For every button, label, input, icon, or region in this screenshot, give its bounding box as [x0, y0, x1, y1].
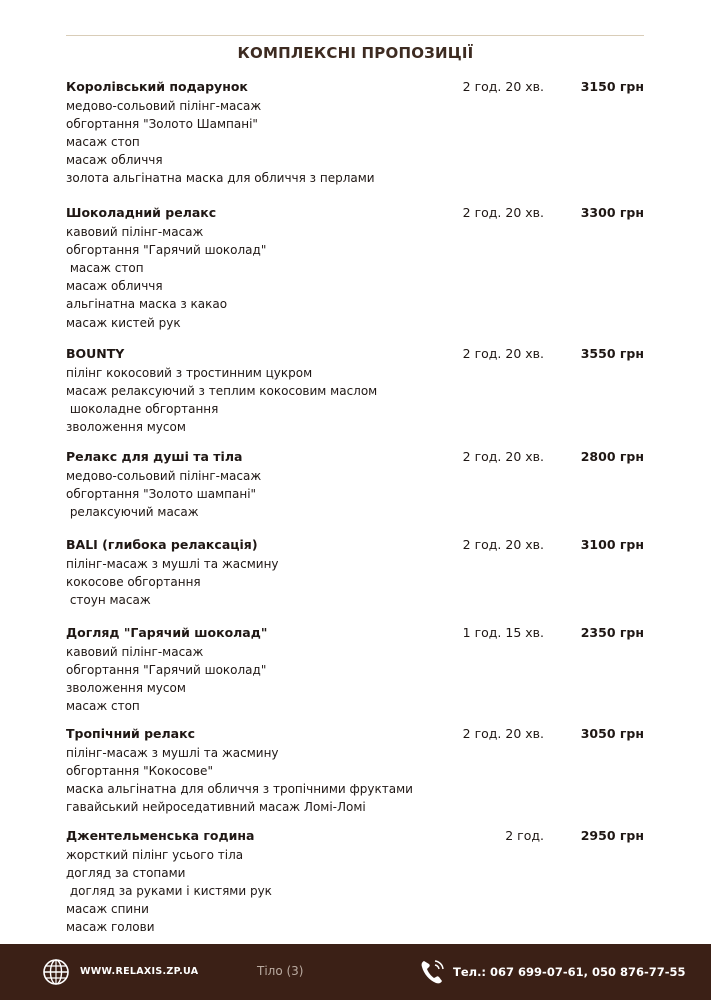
service-item: обгортання "Гарячий шоколад": [66, 242, 267, 257]
service-item: масаж обличчя: [66, 279, 163, 294]
contact-phones[interactable]: Тел.: 067 699-07-61, 050 876-77-55: [453, 965, 686, 979]
package-item: [66, 725, 644, 816]
service-item: обгортання "Кокосове": [66, 763, 213, 778]
package-duration: 2 год. 20 хв.: [462, 537, 544, 552]
service-item: медово-сольовий пілінг-масаж: [66, 468, 262, 483]
package-price: 3150 грн: [580, 79, 644, 94]
service-item: обгортання "Гарячий шоколад": [66, 662, 267, 677]
service-item: масаж релаксуючий з теплим кокосовим маслом: [66, 383, 378, 398]
service-item: масаж кистей рук: [66, 315, 181, 330]
service-item: догляд за руками і кистями рук: [66, 883, 272, 898]
package-price: 2800 грн: [580, 449, 644, 464]
service-item: медово-сольовий пілінг-масаж: [66, 98, 262, 113]
phone-icon: [418, 957, 446, 987]
package-name: BALI (глибока релаксація): [66, 537, 258, 552]
service-item: пілінг кокосовий з тростинним цукром: [66, 365, 313, 380]
service-item: масаж голови: [66, 920, 155, 935]
page-title: КОМПЛЕКСНІ ПРОПОЗИЦІЇ: [237, 44, 474, 62]
package-name: Джентельменська година: [66, 828, 255, 843]
package-duration: 2 год.: [505, 828, 544, 843]
package-services: [66, 97, 644, 188]
service-item: кокосове обгортання: [66, 574, 201, 589]
package-name: Шоколадний релакс: [66, 205, 217, 220]
package-services: [66, 467, 644, 522]
package-duration: 2 год. 20 хв.: [462, 449, 544, 464]
service-item: зволоження мусом: [66, 420, 186, 435]
package-item: [66, 624, 644, 715]
package-price: 2950 грн: [580, 828, 644, 843]
package-name: Королівський подарунок: [66, 79, 248, 94]
service-item: кавовий пілінг-масаж: [66, 224, 204, 239]
service-item: пілінг-масаж з мушлі та жасмину: [66, 745, 279, 760]
package-price: 3550 грн: [580, 346, 644, 361]
service-item: кавовий пілінг-масаж: [66, 644, 204, 659]
package-item: [66, 448, 644, 521]
package-item: [66, 827, 644, 937]
package-duration: 2 год. 20 хв.: [462, 205, 544, 220]
service-item: догляд за стопами: [66, 865, 186, 880]
package-name: Тропічний релакс: [66, 726, 195, 741]
service-item: масаж обличчя: [66, 153, 163, 168]
package-duration: 2 год. 20 хв.: [462, 346, 544, 361]
website-link[interactable]: WWW.RELAXIS.ZP.UA: [80, 966, 199, 977]
service-item: зволоження мусом: [66, 680, 186, 695]
package-services: [66, 223, 644, 332]
service-item: гавайський нейроседативний масаж Ломі-Ломі: [66, 800, 366, 815]
service-item: масаж стоп: [66, 260, 144, 275]
package-duration: 2 год. 20 хв.: [462, 79, 544, 94]
package-price: 3050 грн: [580, 726, 644, 741]
package-item: [66, 78, 644, 188]
service-item: обгортання "Золото Шампані": [66, 116, 258, 131]
package-item: [66, 345, 644, 436]
package-duration: 2 год. 20 хв.: [462, 726, 544, 741]
package-price: 3300 грн: [580, 205, 644, 220]
service-item: обгортання "Золото шампані": [66, 486, 257, 501]
service-item: шоколадне обгортання: [66, 401, 219, 416]
package-duration: 1 год. 15 хв.: [462, 625, 544, 640]
service-item: золота альгінатна маска для обличчя з перлами: [66, 171, 375, 186]
service-item: жорсткий пілінг усього тіла: [66, 847, 244, 862]
package-name: Релакс для душі та тіла: [66, 449, 243, 464]
package-item: [66, 536, 644, 609]
package-services: [66, 555, 644, 610]
service-item: пілінг-масаж з мушлі та жасмину: [66, 556, 279, 571]
service-item: масаж стоп: [66, 134, 140, 149]
globe-icon: [42, 958, 70, 986]
page-number: Тіло (3): [257, 964, 304, 978]
package-name: Догляд "Гарячий шоколад": [66, 625, 268, 640]
footer-bar: [0, 944, 711, 1000]
service-item: релаксуючий масаж: [66, 504, 199, 519]
package-services: [66, 643, 644, 716]
service-item: маска альгінатна для обличчя з тропічними фруктами: [66, 781, 413, 796]
package-services: [66, 744, 644, 817]
service-item: масаж спини: [66, 902, 149, 917]
top-divider: [66, 35, 644, 36]
package-item: [66, 204, 644, 332]
service-item: альгінатна маска з какао: [66, 297, 228, 312]
service-item: стоун масаж: [66, 592, 151, 607]
package-name: BOUNTY: [66, 346, 125, 361]
package-services: [66, 364, 644, 437]
service-item: масаж стоп: [66, 699, 140, 714]
package-price: 3100 грн: [580, 537, 644, 552]
package-services: [66, 846, 644, 937]
package-price: 2350 грн: [580, 625, 644, 640]
